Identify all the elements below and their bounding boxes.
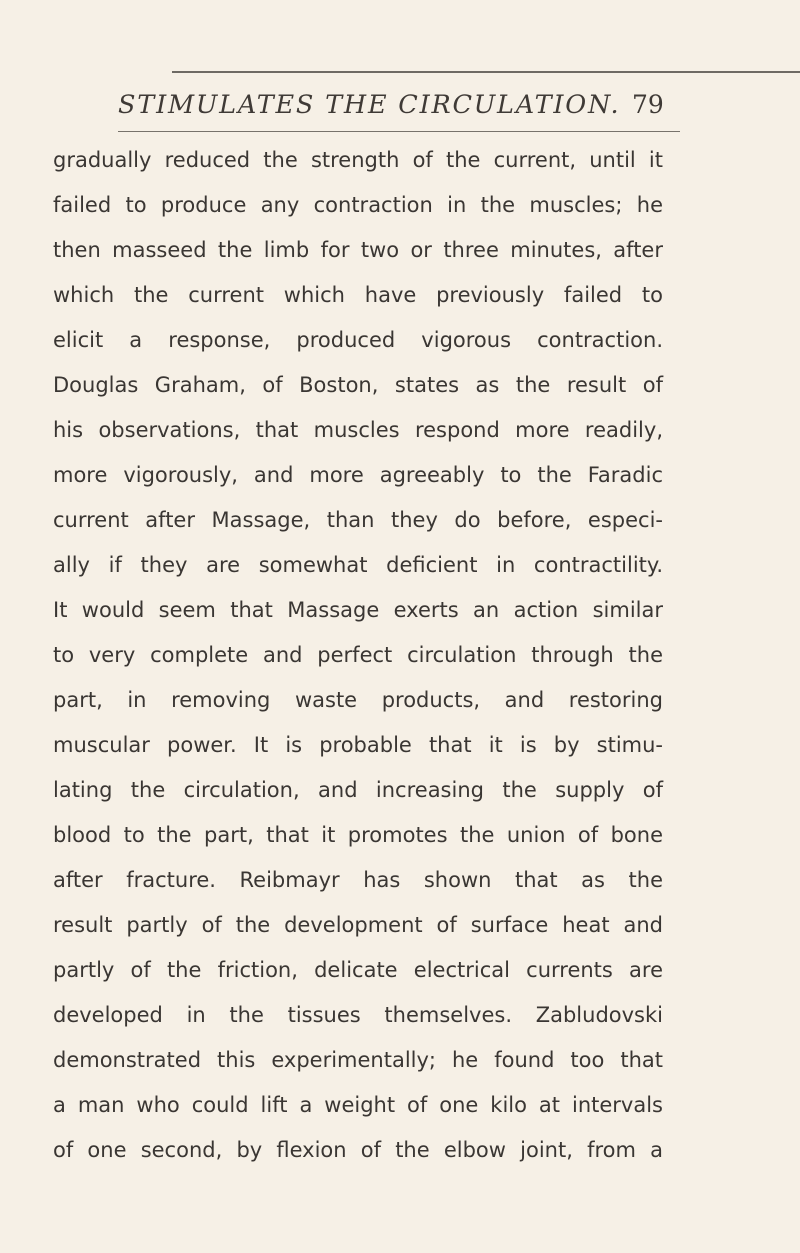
body-text (53, 140, 663, 1240)
text-line: gradually reduced the strength of the current, until it (53, 148, 663, 172)
page-header (118, 90, 678, 134)
text-line: a man who could lift a weight of one kilo at intervals (53, 1093, 663, 1117)
text-line: part, in removing waste products, and restoring (53, 688, 663, 712)
text-line: result partly of the development of surface heat and (53, 913, 663, 937)
text-line: to very complete and perfect circulation through the (53, 643, 663, 667)
text-line: blood to the part, that it promotes the union of bone (53, 823, 663, 847)
text-line: muscular power. It is probable that it is by stimu- (53, 733, 663, 757)
text-line: of one second, by flexion of the elbow joint, from a (53, 1138, 663, 1162)
header-rule (118, 131, 680, 132)
text-line: more vigorously, and more agreeably to the Faradic (53, 463, 663, 487)
text-line: developed in the tissues themselves. Zabludovski (53, 1003, 663, 1027)
text-line: It would seem that Massage exerts an action similar (53, 598, 663, 622)
text-line: lating the circulation, and increasing the supply of (53, 778, 663, 802)
text-line: which the current which have previously failed to (53, 283, 663, 307)
text-line: Douglas Graham, of Boston, states as the result of (53, 373, 663, 397)
page-number: 79 (632, 90, 664, 119)
text-line: then masseed the limb for two or three minutes, after (53, 238, 663, 262)
text-line: demonstrated this experimentally; he found too that (53, 1048, 663, 1072)
text-line: failed to produce any contraction in the muscles; he (53, 193, 663, 217)
top-rule (172, 71, 800, 73)
text-line: after fracture. Reibmayr has shown that as the (53, 868, 663, 892)
text-line: current after Massage, than they do before, especi- (53, 508, 663, 532)
text-line: ally if they are somewhat deficient in contractility. (53, 553, 663, 577)
text-line: partly of the friction, delicate electrical currents are (53, 958, 663, 982)
text-line: elicit a response, produced vigorous contraction. (53, 328, 663, 352)
running-head: STIMULATES THE CIRCULATION. (118, 90, 621, 120)
text-line: his observations, that muscles respond more readily, (53, 418, 663, 442)
